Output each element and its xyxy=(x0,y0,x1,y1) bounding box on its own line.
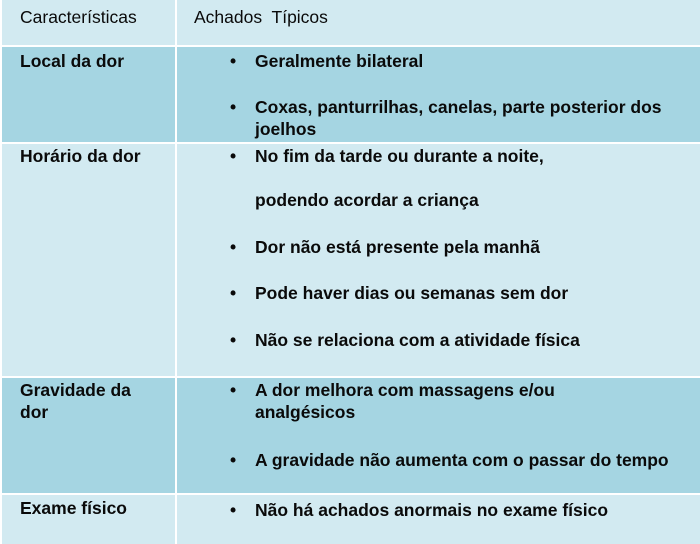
header-label-characteristics: Características xyxy=(20,7,137,27)
table-row-horario xyxy=(2,144,700,376)
table-row-local xyxy=(2,47,700,142)
findings-cell xyxy=(177,144,700,376)
row-label-horario: Horário da dor xyxy=(20,146,141,166)
findings-cell xyxy=(177,47,700,142)
header-label-findings: Achados Típicos xyxy=(194,7,328,27)
bullet-icon: • xyxy=(230,450,237,470)
label-cell xyxy=(2,144,175,376)
finding-item: Dor não está presente pela manhã xyxy=(255,237,540,257)
finding-item: Pode haver dias ou semanas sem dor xyxy=(255,283,569,303)
findings-cell xyxy=(177,495,700,544)
table-header-row xyxy=(2,0,700,45)
table-row-exame xyxy=(2,495,700,544)
row-label-gravidade: Gravidade da dor xyxy=(20,380,131,422)
findings-cell xyxy=(177,378,700,493)
header-cell-characteristics xyxy=(2,0,175,45)
table-row-gravidade xyxy=(2,378,700,493)
bullet-icon: • xyxy=(230,380,237,400)
bullet-icon: • xyxy=(230,51,237,71)
row-label-exame: Exame físico xyxy=(20,498,127,518)
label-cell xyxy=(2,378,175,493)
finding-item: A gravidade não aumenta com o passar do tempo xyxy=(255,450,669,470)
column-divider xyxy=(175,0,177,544)
row-label-local: Local da dor xyxy=(20,51,125,71)
finding-item: Não há achados anormais no exame físico xyxy=(255,500,609,520)
bullet-icon: • xyxy=(230,237,237,257)
finding-item: podendo acordar a criança xyxy=(255,190,479,210)
finding-item: No fim da tarde ou durante a noite, xyxy=(255,146,544,166)
label-cell xyxy=(2,47,175,142)
bullet-icon: • xyxy=(230,283,237,303)
bullet-icon: • xyxy=(230,146,237,166)
bullet-icon: • xyxy=(230,330,237,350)
finding-item: Não se relaciona com a atividade física xyxy=(255,330,580,350)
finding-item: Geralmente bilateral xyxy=(255,51,424,71)
bullet-icon: • xyxy=(230,97,237,117)
finding-item: A dor melhora com massagens e/ou analgésicos xyxy=(255,380,555,422)
header-cell-findings xyxy=(177,0,700,45)
label-cell xyxy=(2,495,175,544)
bullet-icon: • xyxy=(230,500,237,520)
finding-item: Coxas, panturrilhas, canelas, parte posterior dos joelhos xyxy=(255,97,662,139)
